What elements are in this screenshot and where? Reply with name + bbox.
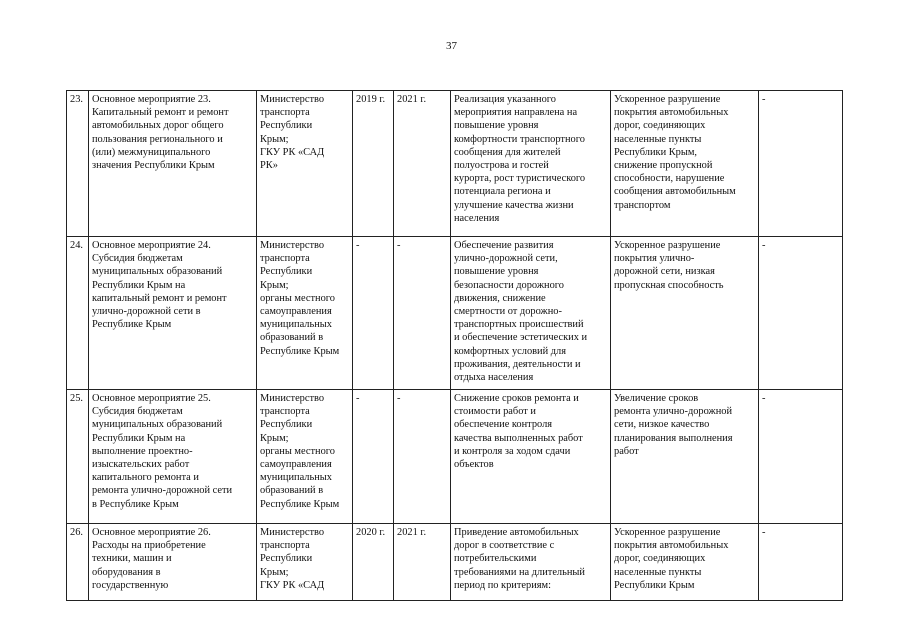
- indicator-link-cell: -: [759, 390, 843, 524]
- risk-line: дорог, соединяющих: [614, 120, 706, 132]
- table-row: [67, 390, 843, 524]
- executor-line: Крым;: [260, 133, 289, 145]
- row-number-cell: 24.: [67, 237, 89, 390]
- executor-line: ГКУ РК «САД: [260, 579, 325, 591]
- name-line: Основное мероприятие 23.: [92, 94, 211, 105]
- risk-line: дорог, соединяющих: [614, 553, 706, 565]
- result-line: повышение уровня: [454, 120, 539, 132]
- name-line: Расходы на приобретение: [92, 540, 206, 552]
- executor-line: транспорта: [260, 406, 310, 418]
- end-year-cell: -: [394, 390, 451, 524]
- start-year-cell: -: [353, 390, 394, 524]
- row-number-cell: 26.: [67, 524, 89, 601]
- risk-line: дорожной сети, низкая: [614, 266, 715, 278]
- risk-line: Ускоренное разрушение: [614, 240, 721, 251]
- executor-line: самоуправления: [260, 306, 332, 318]
- risk-line: покрытия улично-: [614, 253, 695, 265]
- name-line: выполнение проектно-: [92, 445, 193, 457]
- consequences-cell: [611, 390, 759, 524]
- name-line: Субсидия бюджетам: [92, 406, 183, 418]
- table-row: [67, 91, 843, 237]
- risk-line: ремонта улично-дорожной: [614, 406, 733, 418]
- risk-line: способности, нарушение: [614, 173, 725, 185]
- result-line: отдыха населения: [454, 372, 534, 384]
- name-line: техники, машин и: [92, 553, 172, 565]
- name-line: Республики Крым на: [92, 432, 186, 444]
- indicator-link-cell: -: [759, 91, 843, 237]
- executor-line: самоуправления: [260, 459, 332, 471]
- measure-name-cell: [89, 524, 257, 601]
- name-line: (или) межмуниципального: [92, 146, 211, 158]
- expected-result-cell: [451, 524, 611, 601]
- indicator-link-cell: -: [759, 237, 843, 390]
- result-line: улучшение качества жизни: [454, 199, 574, 211]
- table-row: [67, 524, 843, 601]
- result-line: повышение уровня: [454, 266, 539, 278]
- executor-line: Крым;: [260, 566, 289, 578]
- result-line: улично-дорожной сети,: [454, 253, 558, 265]
- result-line: комфортных условий для: [454, 345, 567, 357]
- result-line: и обеспечение эстетических и: [454, 332, 588, 344]
- executor-line: образований в: [260, 332, 324, 344]
- executor-cell: [257, 237, 353, 390]
- result-line: смертности от дорожно-: [454, 306, 562, 318]
- executor-line: транспорта: [260, 107, 310, 119]
- executor-line: Республики: [260, 266, 313, 278]
- result-line: качества выполненных работ: [454, 432, 583, 444]
- measures-table: [66, 90, 843, 601]
- table-row: [67, 237, 843, 390]
- result-line: дорог в соответствие с: [454, 540, 555, 552]
- risk-line: Ускоренное разрушение: [614, 94, 721, 105]
- result-line: потенциала региона и: [454, 186, 551, 198]
- result-line: мероприятия направлена на: [454, 107, 578, 119]
- result-line: курорта, рост туристического: [454, 173, 586, 185]
- executor-line: транспорта: [260, 253, 310, 265]
- name-line: автомобильных дорог общего: [92, 120, 224, 132]
- risk-line: населенные пункты: [614, 133, 702, 145]
- row-number-cell: 23.: [67, 91, 89, 237]
- result-line: период по критериям:: [454, 579, 552, 591]
- result-line: потребительскими: [454, 553, 537, 565]
- page-number: 37: [446, 40, 457, 52]
- measure-name-cell: [89, 237, 257, 390]
- executor-line: Министерство: [260, 527, 325, 538]
- risk-line: Республики Крым,: [614, 146, 698, 158]
- result-line: требованиями на длительный: [454, 566, 585, 578]
- executor-line: транспорта: [260, 540, 310, 552]
- result-line: безопасности дорожного: [454, 279, 564, 291]
- start-year-cell: -: [353, 237, 394, 390]
- executor-line: Республике Крым: [260, 498, 340, 510]
- risk-line: работ: [614, 445, 639, 457]
- consequences-cell: [611, 524, 759, 601]
- result-line: полуострова и гостей: [454, 160, 549, 172]
- end-year-cell: 2021 г.: [394, 91, 451, 237]
- consequences-cell: [611, 237, 759, 390]
- result-line: и контроля за ходом сдачи: [454, 445, 571, 457]
- risk-line: покрытия автомобильных: [614, 540, 729, 552]
- start-year-cell: 2020 г.: [353, 524, 394, 601]
- end-year-cell: -: [394, 237, 451, 390]
- indicator-link-cell: -: [759, 524, 843, 601]
- result-line: комфортности транспортного: [454, 133, 585, 145]
- executor-line: Министерство: [260, 393, 325, 404]
- executor-cell: [257, 390, 353, 524]
- start-year-cell: 2019 г.: [353, 91, 394, 237]
- measure-name-cell: [89, 91, 257, 237]
- result-line: Обеспечение развития: [454, 240, 554, 251]
- executor-line: муниципальных: [260, 472, 332, 484]
- risk-line: пропускная способность: [614, 279, 724, 291]
- name-line: Субсидия бюджетам: [92, 253, 183, 265]
- name-line: капитальный ремонт и ремонт: [92, 292, 227, 304]
- executor-line: Республике Крым: [260, 345, 340, 357]
- executor-line: Республики: [260, 553, 313, 565]
- executor-line: органы местного: [260, 292, 335, 304]
- risk-line: Увеличение сроков: [614, 393, 699, 404]
- expected-result-cell: [451, 390, 611, 524]
- executor-line: ГКУ РК «САД: [260, 146, 325, 158]
- name-line: изыскательских работ: [92, 459, 190, 471]
- risk-line: населенные пункты: [614, 566, 702, 578]
- end-year-cell: 2021 г.: [394, 524, 451, 601]
- risk-line: планирования выполнения: [614, 432, 733, 444]
- name-line: в Республике Крым: [92, 498, 179, 510]
- result-line: населения: [454, 212, 500, 224]
- row-number-cell: 25.: [67, 390, 89, 524]
- result-line: объектов: [454, 459, 494, 471]
- result-line: Реализация указанного: [454, 94, 556, 105]
- name-line: государственную: [92, 579, 169, 591]
- name-line: Основное мероприятие 26.: [92, 527, 211, 538]
- risk-line: снижение пропускной: [614, 160, 713, 172]
- name-line: муниципальных образований: [92, 419, 223, 431]
- name-line: муниципальных образований: [92, 266, 223, 278]
- risk-line: Республики Крым: [614, 579, 695, 591]
- executor-line: Крым;: [260, 432, 289, 444]
- result-line: сообщения для жителей: [454, 146, 561, 158]
- risk-line: сообщения автомобильным: [614, 186, 736, 198]
- result-line: проживания, деятельности и: [454, 358, 581, 370]
- executor-line: Республики: [260, 419, 313, 431]
- executor-line: РК»: [260, 160, 278, 172]
- result-line: обеспечение контроля: [454, 419, 553, 431]
- executor-line: образований в: [260, 485, 324, 497]
- name-line: капитального ремонта и: [92, 472, 199, 484]
- risk-line: сети, низкое качество: [614, 419, 710, 431]
- name-line: Республики Крым на: [92, 279, 186, 291]
- name-line: значения Республики Крым: [92, 160, 215, 172]
- measure-name-cell: [89, 390, 257, 524]
- executor-line: Крым;: [260, 279, 289, 291]
- expected-result-cell: [451, 237, 611, 390]
- executor-line: органы местного: [260, 445, 335, 457]
- name-line: пользования регионального и: [92, 133, 223, 145]
- executor-line: Республики: [260, 120, 313, 132]
- result-line: стоимости работ и: [454, 406, 536, 418]
- name-line: Капитальный ремонт и ремонт: [92, 107, 229, 119]
- executor-cell: [257, 524, 353, 601]
- name-line: Основное мероприятие 24.: [92, 240, 211, 251]
- risk-line: покрытия автомобильных: [614, 107, 729, 119]
- risk-line: транспортом: [614, 199, 671, 211]
- expected-result-cell: [451, 91, 611, 237]
- name-line: Республике Крым: [92, 319, 172, 331]
- result-line: движения, снижение: [454, 292, 546, 304]
- result-line: транспортных происшествий: [454, 319, 584, 331]
- result-line: Снижение сроков ремонта и: [454, 393, 579, 404]
- result-line: Приведение автомобильных: [454, 527, 579, 538]
- risk-line: Ускоренное разрушение: [614, 527, 721, 538]
- executor-cell: [257, 91, 353, 237]
- executor-line: муниципальных: [260, 319, 332, 331]
- name-line: улично-дорожной сети в: [92, 306, 201, 318]
- consequences-cell: [611, 91, 759, 237]
- name-line: Основное мероприятие 25.: [92, 393, 211, 404]
- name-line: ремонта улично-дорожной сети: [92, 485, 233, 497]
- name-line: оборудования в: [92, 566, 161, 578]
- executor-line: Министерство: [260, 240, 325, 251]
- executor-line: Министерство: [260, 94, 325, 105]
